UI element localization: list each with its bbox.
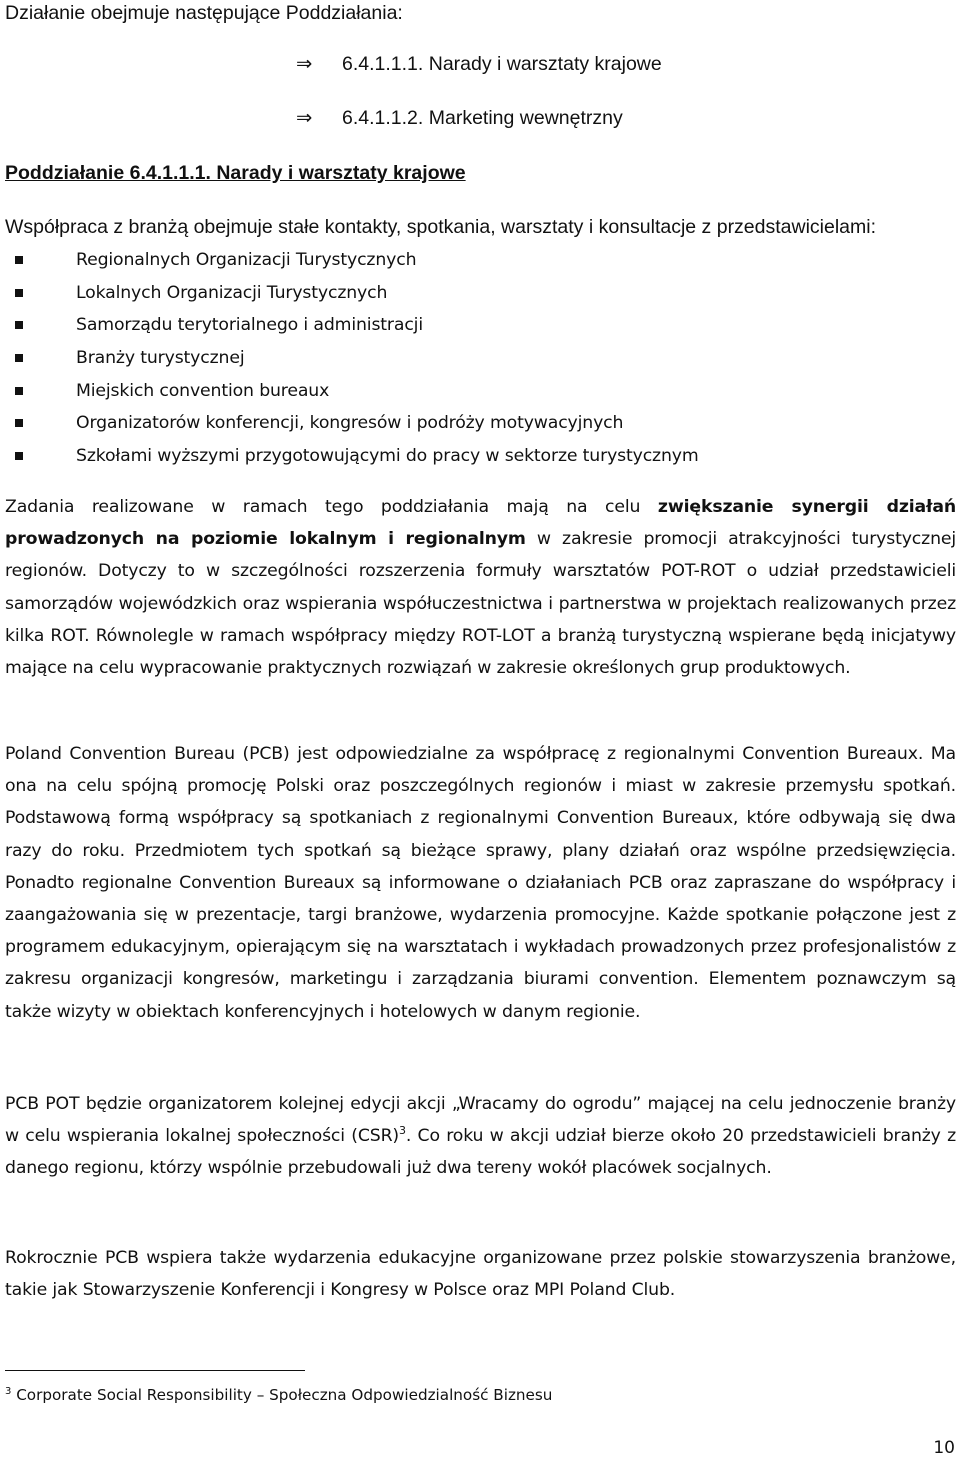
list-item [5,374,699,407]
subaction-label: 6.4.1.1.1. Narady i warsztaty krajowe [342,53,662,75]
subaction-heading: Poddziałanie 6.4.1.1.1. Narady i warsztaty krajowe [5,162,466,184]
double-arrow-icon: ⇒ [296,53,313,75]
list-item [5,342,699,375]
cooperation-list [5,244,699,472]
page-number: 10 [933,1438,955,1458]
subaction-item [296,51,662,77]
events-paragraph: Rokrocznie PCB wspiera także wydarzenia edukacyjne organizowane przez polskie stowarzyszenia branżowe, takie jak Stowarzyszenie Konferencji i Kongresy w Polsce oraz MPI Poland Club. [5,1248,956,1301]
list-item-label: Samorządu terytorialnego i administracji [76,315,423,336]
square-bullet-icon [15,354,23,362]
footnote [5,1380,552,1410]
list-item-label: Miejskich convention bureaux [76,380,330,401]
tasks-paragraph [5,491,956,684]
subaction-item [296,105,623,131]
square-bullet-icon [15,289,23,297]
footnote-reference[interactable]: 3 [399,1124,406,1138]
paragraph-text: . Co roku w akcji udział bierze około 20 przedstawicieli branży z danego regionu, którzy wspólnie przebudowali już dwa tereny wokół placówek socjalnych. [5,1126,956,1179]
list-item-label: Organizatorów konferencji, kongresów i podróży motywacyjnych [76,413,624,434]
square-bullet-icon [15,321,23,329]
double-arrow-icon: ⇒ [296,107,313,129]
square-bullet-icon [15,256,23,264]
cooperation-intro: Współpraca z branżą obejmuje stałe kontakty, spotkania, warsztaty i konsultacje z przedstawicielami: [5,216,877,238]
list-item [5,244,699,277]
emphasis-text: zwiększanie synergii działań prowadzonych na poziomie lokalnym i regionalnym [5,497,956,550]
list-item-label: Lokalnych Organizacji Turystycznych [76,282,388,303]
list-item [5,277,699,310]
list-item [5,440,699,473]
list-item-label: Branży turystycznej [76,348,245,369]
csr-paragraph [5,1088,956,1185]
square-bullet-icon [15,387,23,395]
subaction-label: 6.4.1.1.2. Marketing wewnętrzny [342,107,623,129]
square-bullet-icon [15,452,23,460]
list-item [5,309,699,342]
pcb-cooperation-paragraph: Poland Convention Bureau (PCB) jest odpowiedzialne za współpracę z regionalnymi Convention Bureaux. Ma ona na celu spójną promocję Polski oraz poszczególnych regionów i miast w zakresie przemysłu spotkań. Podstawową formą współpracy są spotkaniach z regionalnymi Convention Bureaux, które odbywają się dwa razy do roku. Przedmiotem tych spotkań są bieżące sprawy, plany działań oraz wspólne przedsięwzięcia. Ponadto regionalne Convention Bureaux są informowane o działaniach PCB oraz zapraszane do współpracy i zaangażowania się w prezentacje, targi branżowe, wydarzenia promocyjne. Każde spotkanie połączone jest z programem edukacyjnym, opierającym się na warsztatach i wykładach prowadzonych przez profesjonalistów z zakresu organizacji kongresów, marketingu i zarządzania biurami convention. Elementem poznawczym są także wizyty w obiektach konferencyjnych i hotelowych w danym regionie. [5,744,956,1022]
intro-text: Działanie obejmuje następujące Poddziałania: [5,2,403,24]
footnote-text: Corporate Social Responsibility – Społeczna Odpowiedzialność Biznesu [11,1386,553,1404]
paragraph-text: PCB POT będzie organizatorem kolejnej edycji akcji „Wracamy do ogrodu” mającej na celu jednoczenie branży w celu wspierania lokalnej społeczności (CSR) [5,1094,956,1147]
list-item-label: Szkołami wyższymi przygotowującymi do pracy w sektorze turystycznym [76,445,699,466]
list-item-label: Regionalnych Organizacji Turystycznych [76,250,417,271]
footnote-divider [5,1370,305,1371]
square-bullet-icon [15,419,23,427]
footnote-number: 3 [5,1385,12,1397]
paragraph-text: Zadania realizowane w ramach tego poddziałania mają na celu [5,497,658,517]
paragraph-text: w zakresie promocji atrakcyjności turystycznej regionów. Dotyczy to w szczególności rozszerzenia formuły warsztatów POT-ROT o udział przedstawicieli samorządów wojewódzkich oraz wspierania współuczestnictwa i partnerstwa w projektach realizowanych przez kilka ROT. Równolegle w ramach współpracy między ROT-LOT a branżą turystyczną wspierane będą inicjatywy mające na celu wypracowanie praktycznych rozwiązań w zakresie określonych grup produktowych. [5,529,957,679]
list-item [5,407,699,440]
